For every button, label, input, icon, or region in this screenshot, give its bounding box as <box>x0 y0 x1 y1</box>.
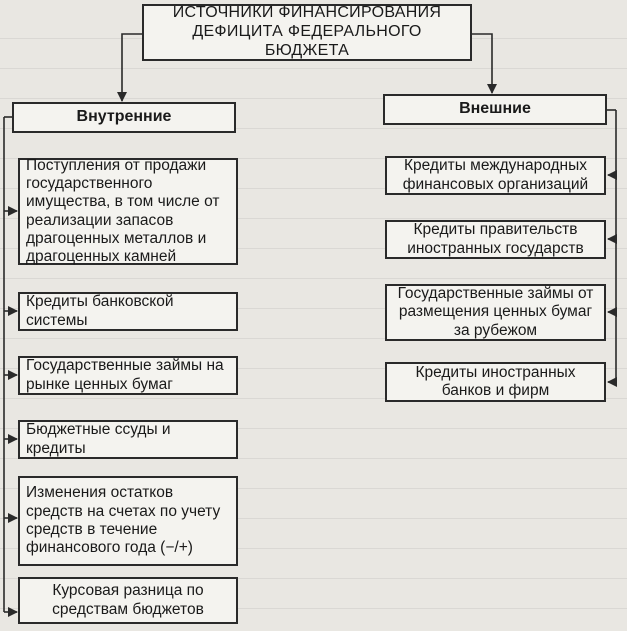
internal-item-property-sales: Поступления от продажи государственного имущества, в том числе от реализации запасов драгоценных металлов и драгоценных камней <box>18 158 238 265</box>
external-item-foreign-governments: Кредиты правительств иностранных государств <box>385 220 606 259</box>
internal-item-bank-credits: Кредиты банковской системы <box>18 292 238 331</box>
diagram-title: ИСТОЧНИКИ ФИНАНСИРОВАНИЯ ДЕФИЦИТА ФЕДЕРАЛЬНОГО БЮДЖЕТА <box>142 4 472 61</box>
external-item-foreign-securities: Государственные займы от размещения ценных бумаг за рубежом <box>385 284 606 341</box>
internal-item-balance-changes: Изменения остатков средств на счетах по учету средств в течение финансового года (−/+) <box>18 476 238 566</box>
internal-item-securities-loans: Государственные займы на рынке ценных бумаг <box>18 356 238 395</box>
internal-item-exchange-difference: Курсовая разница по средствам бюджетов <box>18 577 238 624</box>
internal-item-budget-loans: Бюджетные ссуды и кредиты <box>18 420 238 459</box>
external-heading: Внешние <box>383 94 607 125</box>
external-item-foreign-banks: Кредиты иностранных банков и фирм <box>385 362 606 402</box>
internal-heading: Внутренние <box>12 102 236 133</box>
arrow-to-internal <box>122 34 142 101</box>
arrow-to-external <box>472 34 492 93</box>
external-item-intl-organizations: Кредиты международных финансовых организаций <box>385 156 606 195</box>
